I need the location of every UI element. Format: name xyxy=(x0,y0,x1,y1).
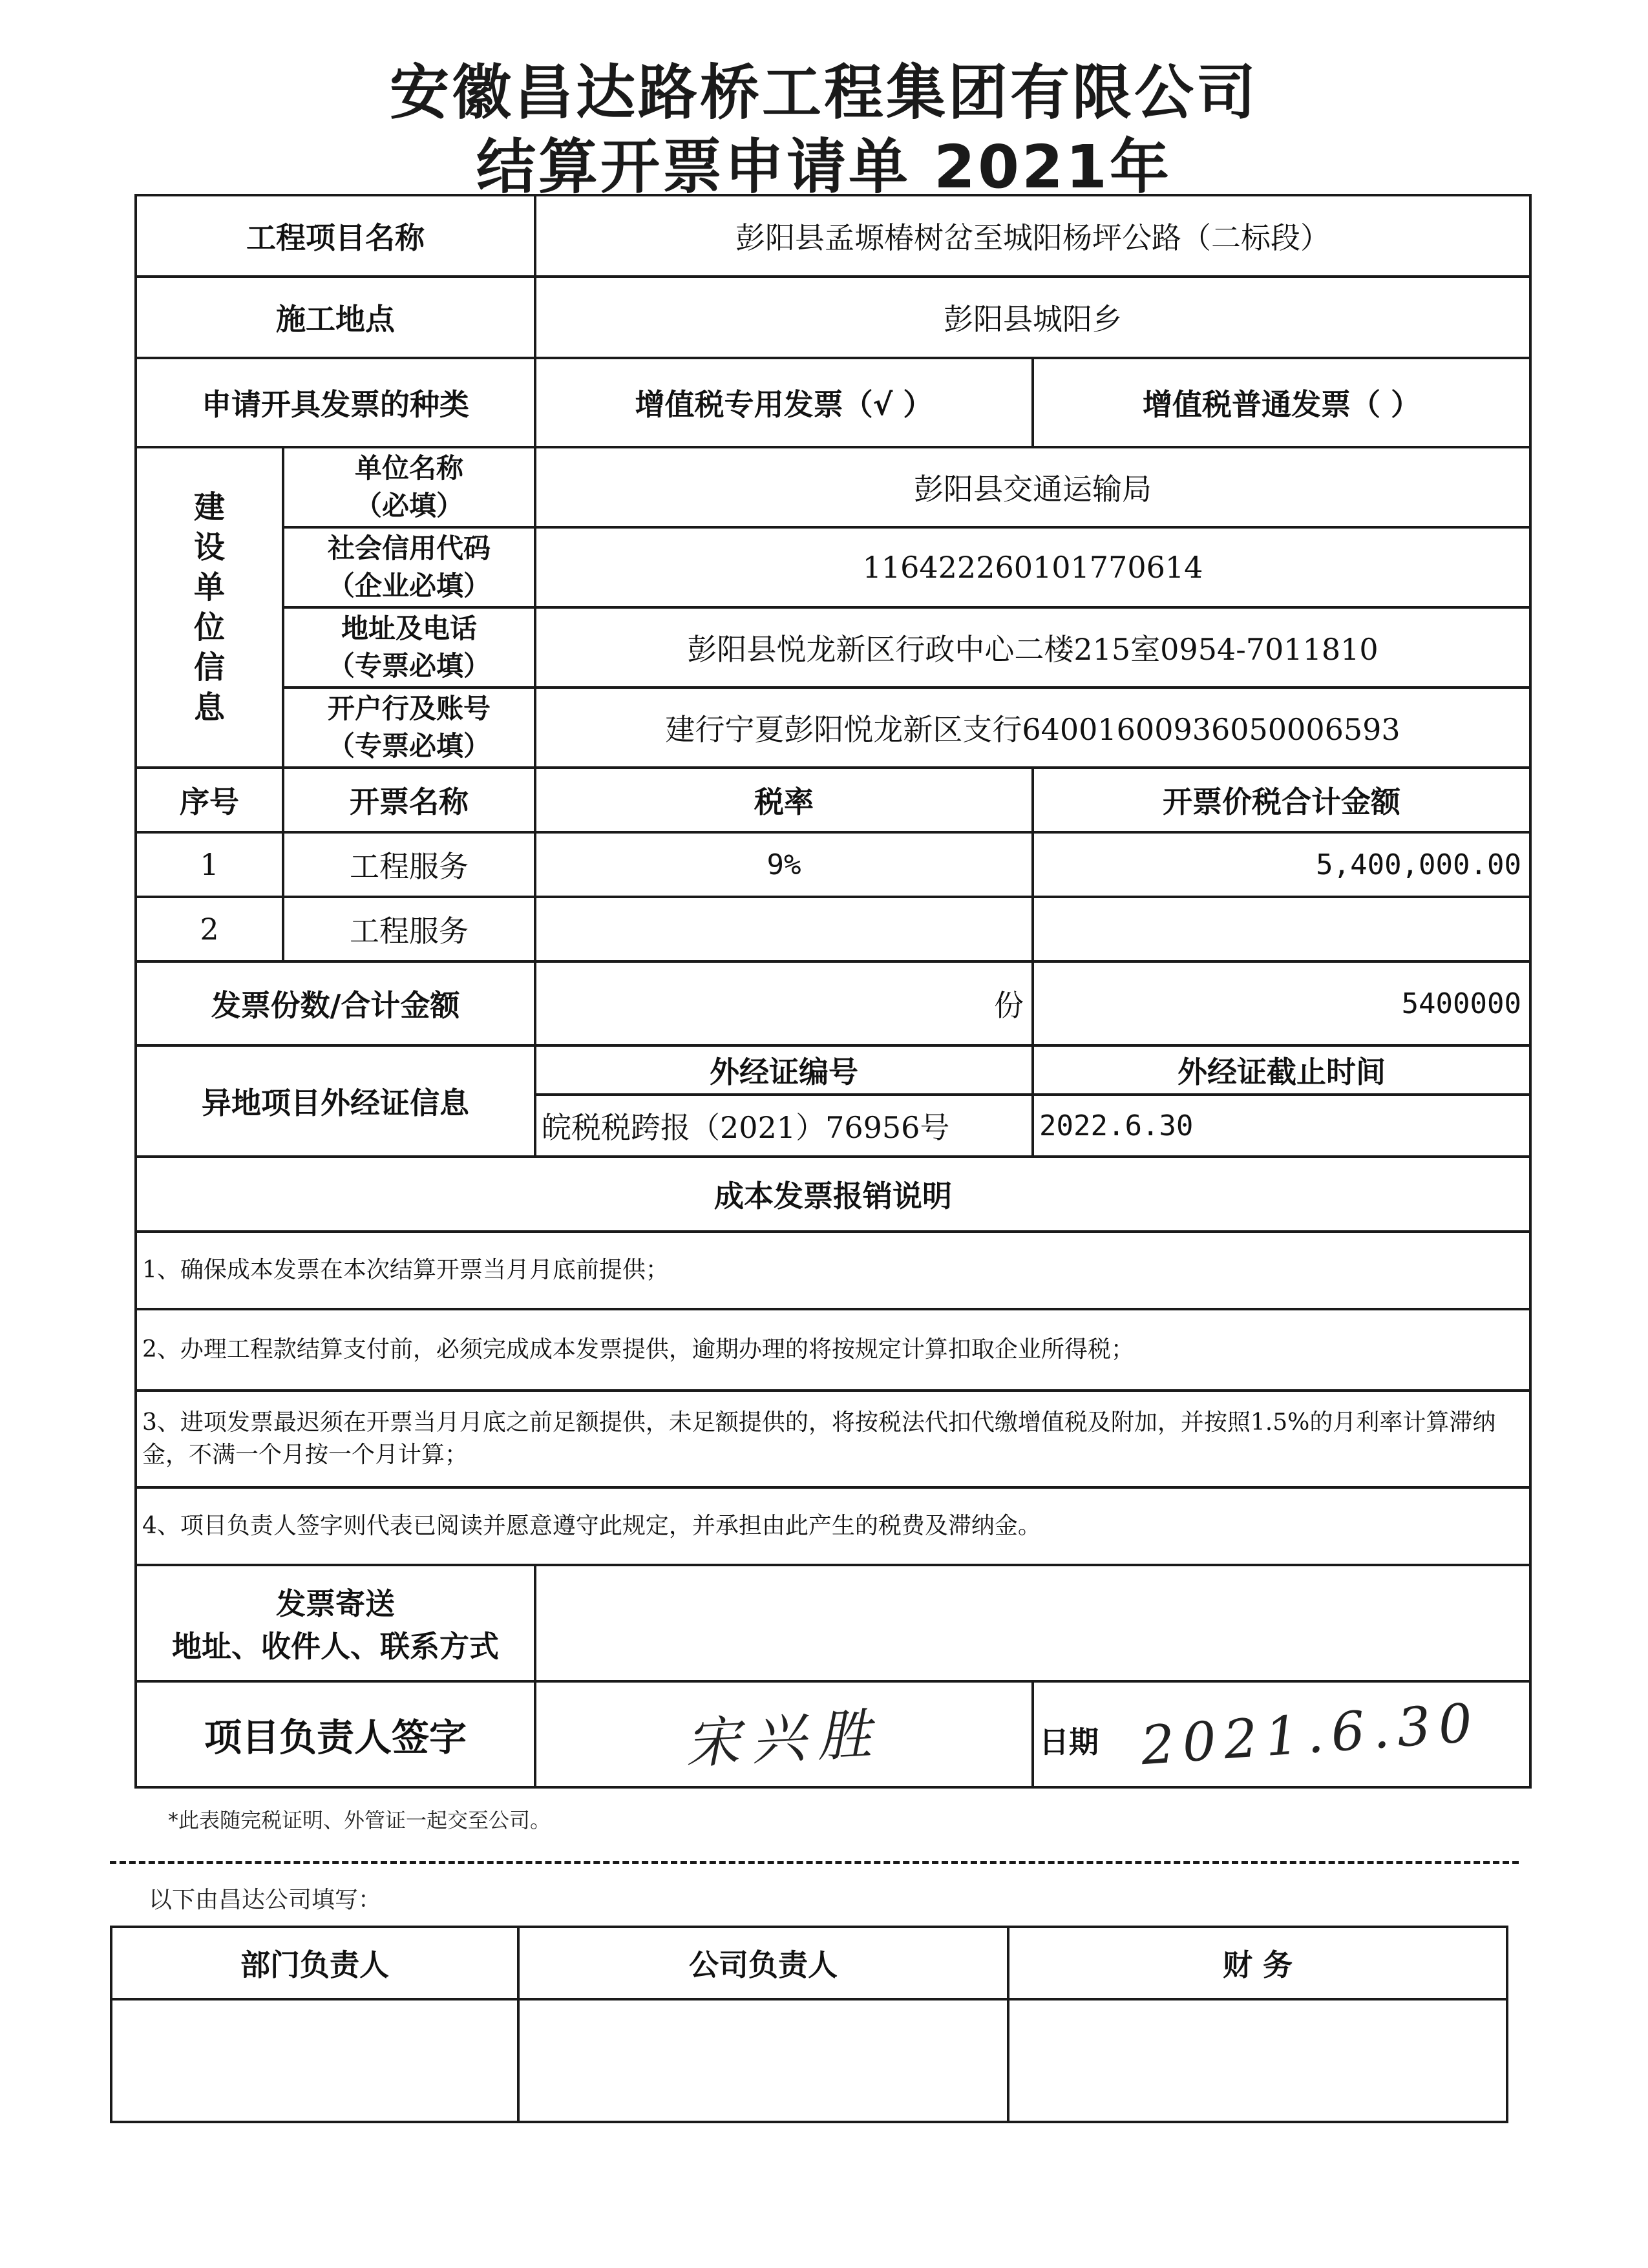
cut-line xyxy=(110,1861,1519,1864)
cert-no-field[interactable]: 皖税税跨报（2021）76956号 xyxy=(535,1095,1033,1157)
bank-account-field[interactable]: 建行宁夏彭阳悦龙新区支行64001600936050006593 xyxy=(535,688,1530,768)
total-amount-field[interactable]: 5400000 xyxy=(1033,961,1530,1045)
item-no: 2 xyxy=(136,897,283,961)
mailing-field[interactable] xyxy=(535,1565,1530,1681)
item-no: 1 xyxy=(136,832,283,897)
company-fill-table xyxy=(110,1926,1508,2123)
company-head-label: 公司负责人 xyxy=(518,1927,1008,1999)
invoice-type-label: 申请开具发票的种类 xyxy=(136,358,535,447)
credit-code-field[interactable]: 116422260101770614 xyxy=(535,527,1530,607)
col-header-no: 序号 xyxy=(136,768,283,832)
site-label: 施工地点 xyxy=(136,277,535,358)
item-rate[interactable]: 9% xyxy=(535,832,1033,897)
note-item: 2、办理工程款结算支付前，必须完成成本发票提供，逾期办理的将按规定计算扣取企业所得税； xyxy=(136,1309,1530,1391)
note-row xyxy=(136,1487,1530,1565)
form-title: 结算开票申请单 2021年 xyxy=(476,132,1172,202)
dept-head-label: 部门负责人 xyxy=(111,1927,518,1999)
company-head-sign-field[interactable] xyxy=(518,1999,1008,2122)
address-phone-label xyxy=(283,607,535,688)
company-fill-header-row xyxy=(111,1927,1507,1999)
section-char: 信 xyxy=(193,649,225,686)
col-header-name: 开票名称 xyxy=(283,768,535,832)
credit-code-required: （企业必填） xyxy=(327,570,491,602)
address-phone-required: （专票必填） xyxy=(327,650,491,682)
totals-label: 发票份数/合计金额 xyxy=(136,961,535,1045)
mailing-label-line2: 地址、收件人、联系方式 xyxy=(172,1629,499,1664)
totals-row xyxy=(136,961,1530,1045)
unit-name-required: （必填） xyxy=(354,490,463,521)
credit-code-label-text: 社会信用代码 xyxy=(327,532,491,564)
mailing-label-line1: 发票寄送 xyxy=(276,1586,395,1621)
section-char: 息 xyxy=(193,689,225,726)
project-name-field[interactable]: 彭阳县孟塬椿树岔至城阳杨坪公路（二标段） xyxy=(535,195,1530,277)
signature-row xyxy=(136,1681,1530,1787)
handwritten-date[interactable]: 2021.6.30 xyxy=(1139,1692,1483,1777)
cert-deadline-label: 外经证截止时间 xyxy=(1033,1045,1530,1095)
bank-account-label-text: 开户行及账号 xyxy=(327,693,491,724)
project-name-row xyxy=(136,195,1530,277)
company-fill-sign-row xyxy=(111,1999,1507,2122)
col-header-rate: 税率 xyxy=(535,768,1033,832)
cert-deadline-field[interactable]: 2022.6.30 xyxy=(1033,1095,1530,1157)
finance-label: 财 务 xyxy=(1008,1927,1507,1999)
finance-sign-field[interactable] xyxy=(1008,1999,1507,2122)
item-name[interactable]: 工程服务 xyxy=(283,897,535,961)
application-form-table xyxy=(134,194,1532,1789)
credit-code-label xyxy=(283,527,535,607)
note-row xyxy=(136,1232,1530,1309)
handwritten-signature: 宋兴胜 xyxy=(683,1701,885,1776)
builder-row xyxy=(136,688,1530,768)
company-title: 安徽昌达路桥工程集团有限公司 xyxy=(389,58,1258,127)
section-char: 单 xyxy=(193,569,225,605)
builder-row xyxy=(136,527,1530,607)
signature-label: 项目负责人签字 xyxy=(136,1681,535,1787)
section-char: 位 xyxy=(193,609,225,646)
cert-no-label: 外经证编号 xyxy=(535,1045,1033,1095)
unit-name-label xyxy=(283,447,535,527)
address-phone-label-text: 地址及电话 xyxy=(341,613,477,644)
note-item: 3、进项发票最迟须在开票当月月底之前足额提供，未足额提供的，将按税法代扣代缴增值税及附加，并按照1.5%的月利率计算滞纳金，不满一个月按一个月计算； xyxy=(136,1391,1530,1487)
col-header-amount: 开票价税合计金额 xyxy=(1033,768,1530,832)
note-item: 1、确保成本发票在本次结算开票当月月底前提供； xyxy=(136,1232,1530,1309)
site-field[interactable]: 彭阳县城阳乡 xyxy=(535,277,1530,358)
item-rate[interactable] xyxy=(535,897,1033,961)
notes-title: 成本发票报销说明 xyxy=(136,1157,1530,1232)
footnote: *此表随完税证明、外管证一起交至公司。 xyxy=(168,1808,551,1832)
note-row xyxy=(136,1309,1530,1391)
vat-ordinary-invoice-option[interactable]: 增值税普通发票（ ） xyxy=(1033,358,1530,447)
builder-row xyxy=(136,447,1530,527)
notes-title-row xyxy=(136,1157,1530,1232)
item-name[interactable]: 工程服务 xyxy=(283,832,535,897)
section-char: 建 xyxy=(193,489,225,525)
address-phone-field[interactable]: 彭阳县悦龙新区行政中心二楼215室0954-7011810 xyxy=(535,607,1530,688)
item-amount[interactable] xyxy=(1033,897,1530,961)
dept-head-sign-field[interactable] xyxy=(111,1999,518,2122)
mailing-label xyxy=(136,1565,535,1681)
unit-name-label-text: 单位名称 xyxy=(354,452,463,484)
date-cell xyxy=(1033,1681,1530,1787)
section-char: 设 xyxy=(193,529,225,565)
remote-project-label: 异地项目外经证信息 xyxy=(136,1045,535,1157)
remote-header-row xyxy=(136,1045,1530,1095)
date-label: 日期 xyxy=(1039,1724,1099,1759)
invoice-copies-field[interactable]: 份 xyxy=(535,961,1033,1045)
items-header-row xyxy=(136,768,1530,832)
mailing-row xyxy=(136,1565,1530,1681)
item-amount[interactable]: 5,400,000.00 xyxy=(1033,832,1530,897)
bank-account-required: （专票必填） xyxy=(327,730,491,762)
company-fill-title: 以下由昌达公司填写： xyxy=(149,1887,382,1913)
builder-section-label xyxy=(136,447,283,768)
bank-account-label xyxy=(283,688,535,768)
builder-row xyxy=(136,607,1530,688)
table-row xyxy=(136,897,1530,961)
note-item: 4、项目负责人签字则代表已阅读并愿意遵守此规定，并承担由此产生的税费及滞纳金。 xyxy=(136,1487,1530,1565)
unit-name-field[interactable]: 彭阳县交通运输局 xyxy=(535,447,1530,527)
table-row xyxy=(136,832,1530,897)
signature-field[interactable] xyxy=(535,1681,1033,1787)
note-row xyxy=(136,1391,1530,1487)
site-row xyxy=(136,277,1530,358)
project-name-label: 工程项目名称 xyxy=(136,195,535,277)
invoice-type-row xyxy=(136,358,1530,447)
vat-special-invoice-option[interactable]: 增值税专用发票（√ ） xyxy=(535,358,1033,447)
